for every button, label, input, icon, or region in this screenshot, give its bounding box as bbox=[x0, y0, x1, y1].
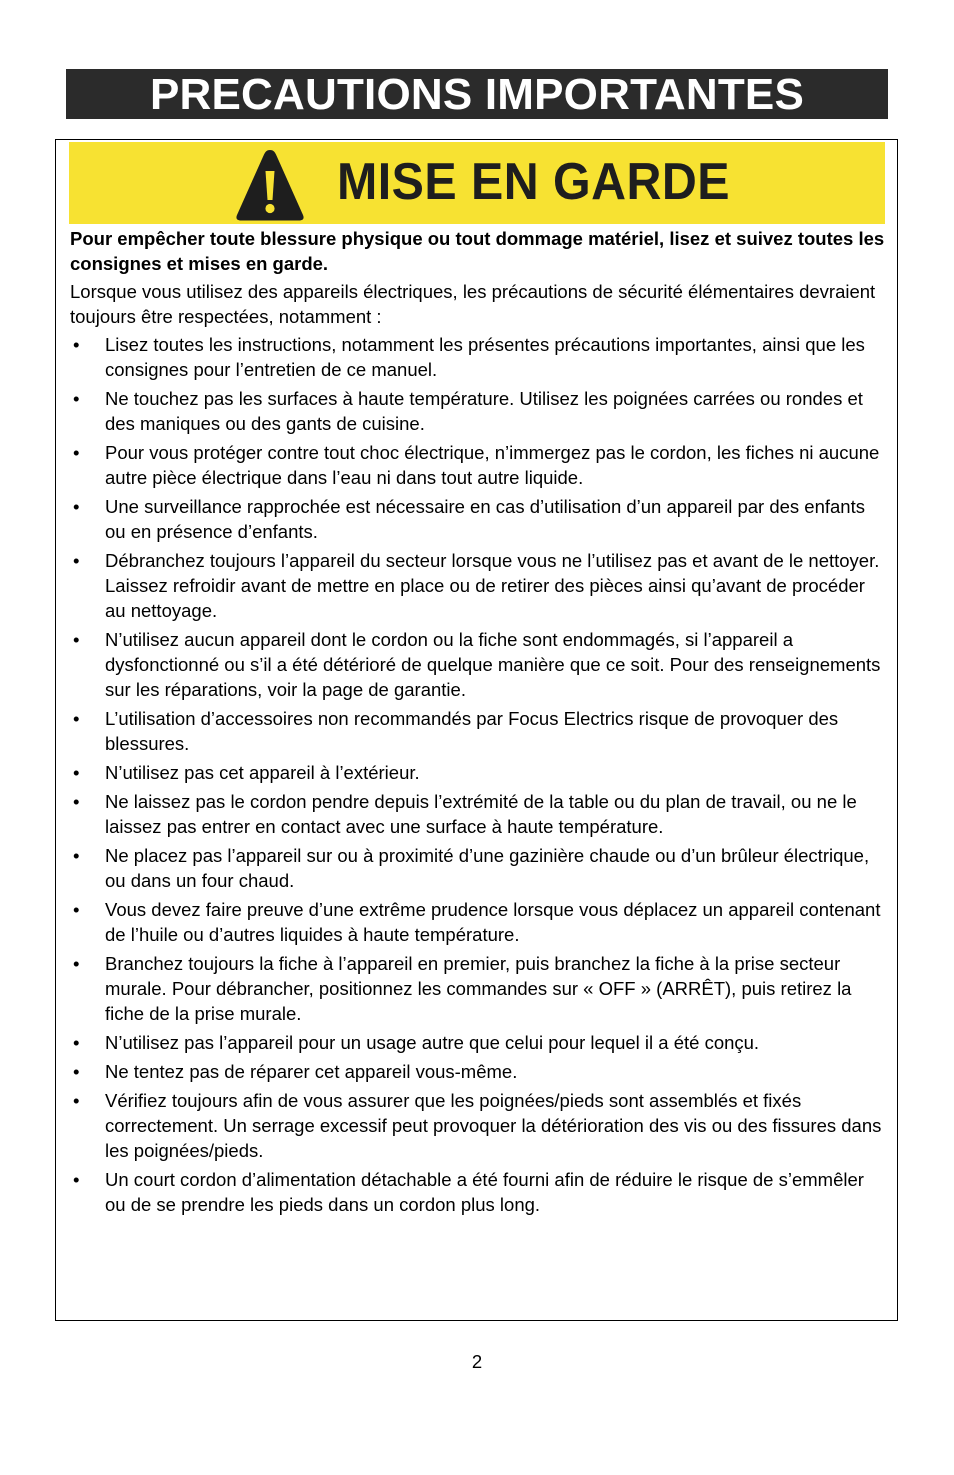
list-item-text: Une surveillance rapprochée est nécessaire en cas d’utilisation d’un appareil par des enfants ou en présence d’enfants. bbox=[105, 496, 865, 542]
list-item bbox=[70, 760, 885, 785]
bullet: • bbox=[73, 550, 80, 571]
intro-bold-text: Pour empêcher toute blessure physique ou tout dommage matériel, lisez et suivez toutes les consignes et mises en garde. bbox=[70, 228, 885, 274]
list-item-text: Ne tentez pas de réparer cet appareil vous-même. bbox=[105, 1061, 518, 1082]
warning-banner bbox=[69, 142, 885, 224]
list-item bbox=[70, 386, 885, 436]
bullet: • bbox=[73, 1032, 80, 1053]
bullet: • bbox=[73, 334, 80, 355]
bullet: • bbox=[73, 1169, 80, 1190]
precautions-box bbox=[55, 139, 898, 1321]
list-item bbox=[70, 1167, 885, 1217]
list-item bbox=[70, 1030, 885, 1055]
list-item bbox=[70, 789, 885, 839]
intro-text: Lorsque vous utilisez des appareils électriques, les précautions de sécurité élémentaires devraient toujours être respectées, notamment : bbox=[70, 281, 876, 327]
warning-label: MISE EN GARDE bbox=[337, 153, 730, 211]
list-item bbox=[70, 843, 885, 893]
list-item bbox=[70, 1059, 885, 1084]
precautions-list bbox=[70, 332, 885, 1221]
list-item-text: Ne touchez pas les surfaces à haute température. Utilisez les poignées carrées ou rondes et des maniques ou des gants de cuisine. bbox=[105, 388, 863, 434]
bullet: • bbox=[73, 1061, 80, 1082]
list-item-text: Ne laissez pas le cordon pendre depuis l’extrémité de la table ou du plan de travail, ou ne le laissez pas entrer en contact avec une surface à haute température. bbox=[105, 791, 857, 837]
list-item bbox=[70, 951, 885, 1026]
bullet: • bbox=[73, 845, 80, 866]
list-item-text: Un court cordon d’alimentation détachable a été fourni afin de réduire le risque de s’emmêler ou de se prendre les pieds dans un cordon plus long. bbox=[105, 1169, 864, 1215]
page-title: PRECAUTIONS IMPORTANTES bbox=[149, 70, 805, 119]
list-item bbox=[70, 1088, 885, 1163]
list-item-text: Débranchez toujours l’appareil du secteur lorsque vous ne l’utilisez pas et avant de le nettoyer. Laissez refroidir avant de mettre en place ou de retirer des pièces ainsi qu’avant de procéder au nettoyage. bbox=[105, 550, 880, 621]
list-item bbox=[70, 548, 885, 623]
bullet: • bbox=[73, 791, 80, 812]
title-bar bbox=[66, 69, 888, 119]
warning-triangle-icon bbox=[234, 147, 306, 223]
list-item bbox=[70, 706, 885, 756]
list-item-text: N’utilisez aucun appareil dont le cordon ou la fiche sont endommagés, si l’appareil a dysfonctionné ou s’il a été détérioré de quelque manière que ce soit. Pour des renseignements sur les réparations, voir la page de garantie. bbox=[105, 629, 881, 700]
list-item-text: Pour vous protéger contre tout choc électrique, n’immergez pas le cordon, les fiches ni aucune autre pièce électrique dans l’eau ni dans tout autre liquide. bbox=[105, 442, 880, 488]
bullet: • bbox=[73, 442, 80, 463]
list-item bbox=[70, 494, 885, 544]
bullet: • bbox=[73, 629, 80, 650]
bullet: • bbox=[73, 1090, 80, 1111]
list-item-text: Vous devez faire preuve d’une extrême prudence lorsque vous déplacez un appareil contenant de l’huile ou d’autres liquides à haute température. bbox=[105, 899, 881, 945]
bullet: • bbox=[73, 388, 80, 409]
list-item bbox=[70, 627, 885, 702]
bullet: • bbox=[73, 708, 80, 729]
list-item bbox=[70, 897, 885, 947]
bullet: • bbox=[73, 899, 80, 920]
bullet: • bbox=[73, 762, 80, 783]
list-item-text: Ne placez pas l’appareil sur ou à proximité d’une gazinière chaude ou d’un brûleur électrique, ou dans un four chaud. bbox=[105, 845, 870, 891]
list-item bbox=[70, 440, 885, 490]
bullet: • bbox=[73, 496, 80, 517]
list-item-text: L’utilisation d’accessoires non recommandés par Focus Electrics risque de provoquer des blessures. bbox=[105, 708, 839, 754]
list-item-text: N’utilisez pas cet appareil à l’extérieur. bbox=[105, 762, 420, 783]
list-item bbox=[70, 332, 885, 382]
list-item-text: N’utilisez pas l’appareil pour un usage autre que celui pour lequel il a été conçu. bbox=[105, 1032, 760, 1053]
list-item-text: Branchez toujours la fiche à l’appareil en premier, puis branchez la fiche à la prise secteur murale. Pour débrancher, positionnez les commandes sur « OFF » (ARRÊT), puis retirez la fiche de la prise murale. bbox=[105, 953, 852, 1024]
list-item-text: Vérifiez toujours afin de vous assurer que les poignées/pieds sont assemblés et fixés correctement. Un serrage excessif peut provoquer la détérioration des vis ou des fissures dans les poignées/pieds. bbox=[105, 1090, 882, 1161]
bullet: • bbox=[73, 953, 80, 974]
page-number: 2 bbox=[471, 1351, 483, 1372]
list-item-text: Lisez toutes les instructions, notamment les présentes précautions importantes, ainsi que les consignes pour l’entretien de ce manuel. bbox=[105, 334, 865, 380]
